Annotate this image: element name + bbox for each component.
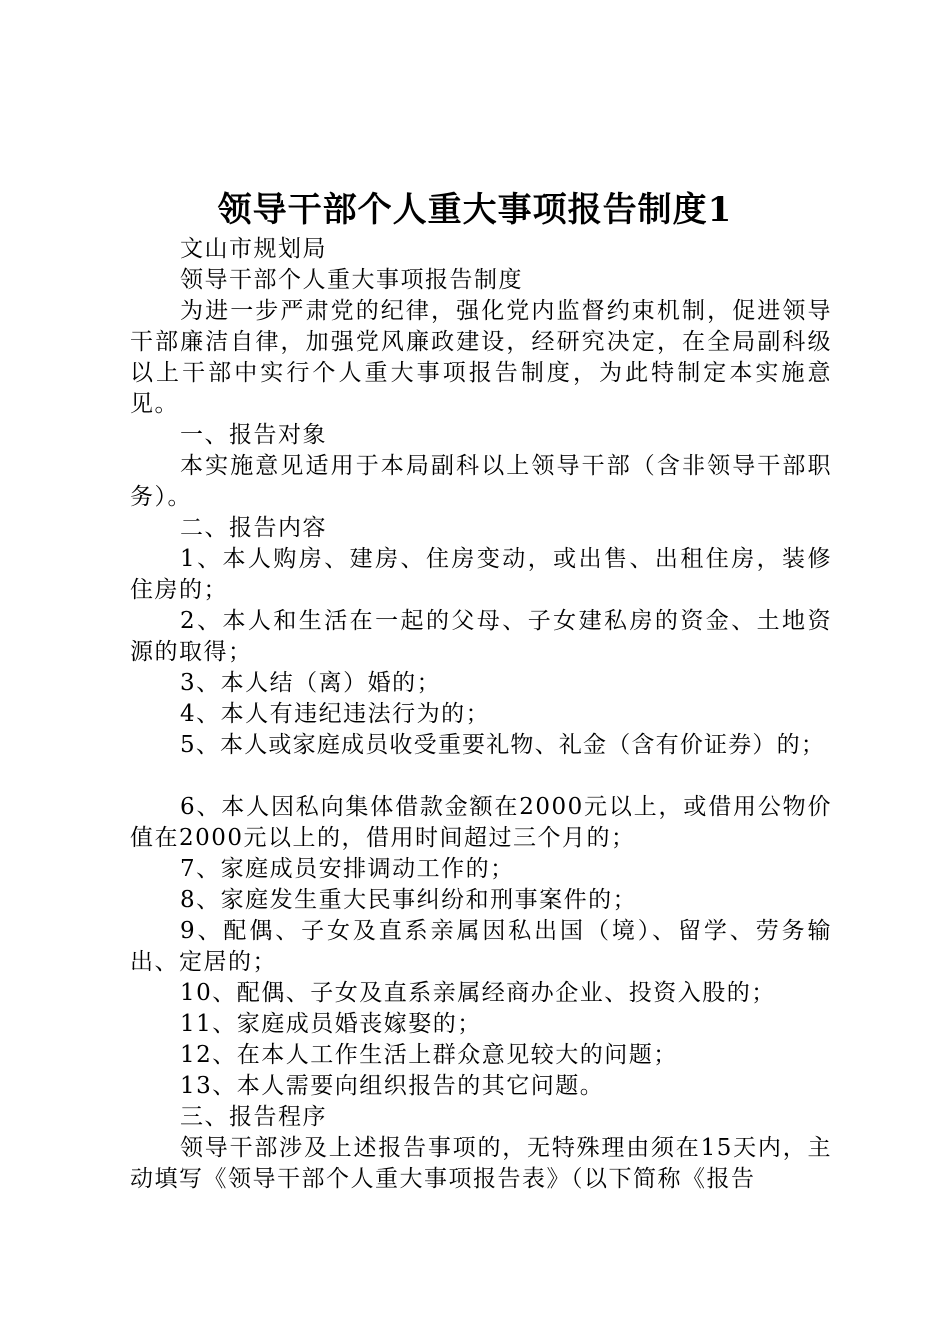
intro-paragraph: 为进一步严肃党的纪律，强化党内监督约束机制，促进领导干部廉洁自律，加强党风廉政建设，经研究决定，在全局副科级以上干部中实行个人重大事项报告制度，为此特制定本实施意见。 bbox=[130, 298, 832, 417]
document-body bbox=[130, 234, 832, 1195]
list-item-2: 2、本人和生活在一起的父母、子女建私房的资金、土地资源的取得； bbox=[130, 608, 832, 665]
list-item-5: 5、本人或家庭成员收受重要礼物、礼金（含有价证券）的； bbox=[180, 732, 826, 758]
list-item-11: 11、家庭成员婚丧嫁娶的； bbox=[180, 1011, 482, 1037]
list-item-6: 6、本人因私向集体借款金额在2000元以上，或借用公物价值在2000元以上的，借用时间超过三个月的； bbox=[130, 794, 832, 851]
list-item-3: 3、本人结（离）婚的； bbox=[180, 670, 442, 696]
list-item-8: 8、家庭发生重大民事纠纷和刑事案件的； bbox=[180, 887, 638, 913]
list-item-4: 4、本人有违纪违法行为的； bbox=[180, 701, 491, 727]
section-heading-report-subject: 一、报告对象 bbox=[180, 422, 327, 448]
list-item-9: 9、配偶、子女及直系亲属因私出国（境）、留学、劳务输出、定居的； bbox=[130, 918, 832, 975]
section-heading-report-procedure: 三、报告程序 bbox=[180, 1104, 327, 1130]
list-item-1: 1、本人购房、建房、住房变动，或出售、出租住房，装修住房的； bbox=[130, 546, 832, 603]
list-item-7: 7、家庭成员安排调动工作的； bbox=[180, 856, 515, 882]
blank-line bbox=[130, 761, 832, 792]
section-heading-report-content: 二、报告内容 bbox=[180, 515, 327, 541]
organization-name: 文山市规划局 bbox=[180, 236, 327, 262]
list-item-10: 10、配偶、子女及直系亲属经商办企业、投资入股的； bbox=[180, 980, 776, 1006]
scope-paragraph: 本实施意见适用于本局副科以上领导干部（含非领导干部职务）。 bbox=[130, 453, 832, 510]
document-subtitle: 领导干部个人重大事项报告制度 bbox=[180, 267, 523, 293]
list-item-13: 13、本人需要向组织报告的其它问题。 bbox=[180, 1073, 605, 1099]
list-item-12: 12、在本人工作生活上群众意见较大的问题； bbox=[180, 1042, 678, 1068]
procedure-paragraph: 领导干部涉及上述报告事项的，无特殊理由须在15天内，主动填写《领导干部个人重大事项报告表》（以下简称《报告 bbox=[130, 1135, 832, 1192]
document-title: 领导干部个人重大事项报告制度1 bbox=[217, 190, 733, 230]
